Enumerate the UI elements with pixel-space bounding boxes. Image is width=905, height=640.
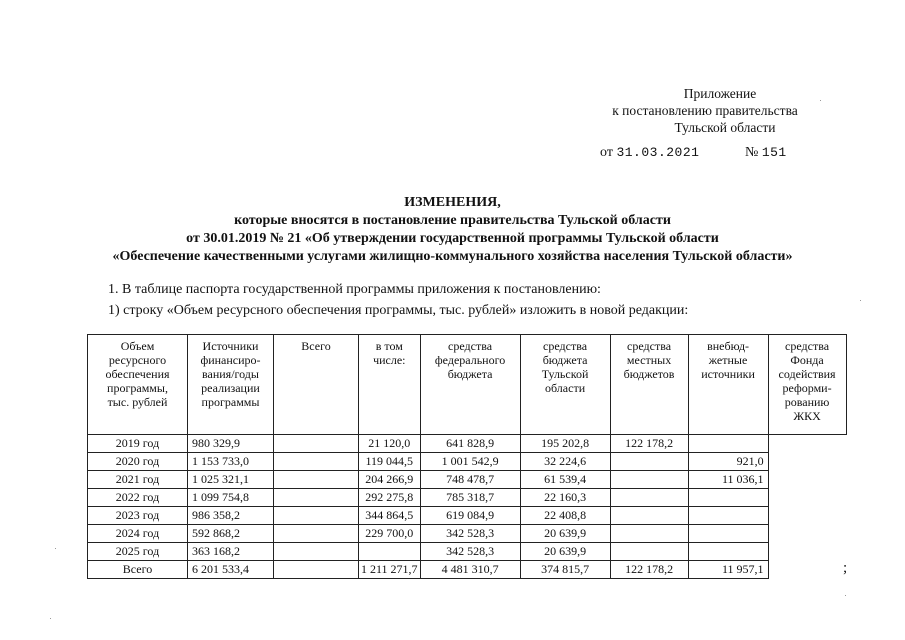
regional-cell: 641 828,9 (420, 435, 520, 453)
local-cell: 195 202,8 (520, 435, 610, 453)
table-row-total (88, 561, 847, 579)
fund-cell (688, 525, 768, 543)
extra-cell (610, 543, 688, 561)
scan-speck (50, 618, 51, 619)
trailing-semicolon: ; (843, 560, 848, 576)
including-cell (274, 525, 359, 543)
year-cell: 2020 год (88, 453, 188, 471)
fund-cell: 11 957,1 (688, 561, 768, 579)
including-cell (274, 453, 359, 471)
including-cell (274, 543, 359, 561)
fund-cell (688, 435, 768, 453)
extra-cell (610, 453, 688, 471)
year-cell: 2024 год (88, 525, 188, 543)
title-heading: ИЗМЕНЕНИЯ, (404, 195, 501, 210)
table-row (88, 543, 847, 561)
header-extrabudgetary: внебюд- жетные источники (688, 335, 768, 435)
header-local-budgets: средства местных бюджетов (610, 335, 688, 435)
federal-cell: 344 864,5 (359, 507, 421, 525)
scan-speck (845, 595, 846, 596)
document-date-line (600, 145, 787, 161)
total-cell: 986 358,2 (188, 507, 274, 525)
extra-cell (610, 507, 688, 525)
header-funding-sources: Источники финансиро- вания/годы реализации программы (188, 335, 274, 435)
extra-cell (610, 471, 688, 489)
total-cell: 6 201 533,4 (188, 561, 274, 579)
appendix-subtitle: к постановлению правительства (612, 103, 798, 118)
including-cell (274, 507, 359, 525)
fund-cell (688, 489, 768, 507)
local-cell: 22 160,3 (520, 489, 610, 507)
table-row (88, 525, 847, 543)
header-including: в том числе: (359, 335, 421, 435)
appendix-header (590, 85, 820, 136)
extra-cell: 122 178,2 (610, 435, 688, 453)
total-cell: 363 168,2 (188, 543, 274, 561)
total-cell: 1 153 733,0 (188, 453, 274, 471)
extra-cell (610, 489, 688, 507)
header-resource-volume: Объем ресурсного обеспечения программы, тыс. рублей (88, 335, 188, 435)
table-row (88, 471, 847, 489)
funding-table (87, 334, 847, 579)
federal-cell: 1 211 271,7 (359, 561, 421, 579)
fund-cell (688, 507, 768, 525)
header-housing-fund: средства Фонда содействия реформи- рованию ЖКХ (768, 335, 846, 435)
local-cell: 374 815,7 (520, 561, 610, 579)
number-label: № (744, 145, 759, 160)
paragraph-1: 1. В таблице паспорта государственной программы приложения к постановлению: (108, 282, 601, 297)
total-cell: 1 025 321,1 (188, 471, 274, 489)
federal-cell: 292 275,8 (359, 489, 421, 507)
regional-cell: 342 528,3 (420, 543, 520, 561)
including-cell (274, 471, 359, 489)
regional-cell: 619 084,9 (420, 507, 520, 525)
federal-cell: 119 044,5 (359, 453, 421, 471)
year-cell: Всего (88, 561, 188, 579)
year-cell: 2019 год (88, 435, 188, 453)
including-cell (274, 435, 359, 453)
year-cell: 2023 год (88, 507, 188, 525)
regional-cell: 1 001 542,9 (420, 453, 520, 471)
local-cell: 20 639,9 (520, 543, 610, 561)
local-cell: 20 639,9 (520, 525, 610, 543)
document-number: 151 (761, 145, 787, 160)
local-cell: 61 539,4 (520, 471, 610, 489)
year-cell: 2021 год (88, 471, 188, 489)
scan-speck (860, 300, 861, 301)
extra-cell: 122 178,2 (610, 561, 688, 579)
date-prefix: от (600, 145, 613, 160)
header-federal-budget: средства федерального бюджета (420, 335, 520, 435)
title-line-3: от 30.01.2019 № 21 «Об утверждении государственной программы Тульской области (186, 231, 719, 246)
scan-speck (55, 548, 56, 549)
header-total: Всего (274, 335, 359, 435)
extra-cell (610, 525, 688, 543)
table-row (88, 453, 847, 471)
fund-cell: 921,0 (688, 453, 768, 471)
title-line-2: которые вносятся в постановление правительства Тульской области (234, 213, 671, 228)
year-cell: 2025 год (88, 543, 188, 561)
title-line-4: «Обеспечение качественными услугами жилищно-коммунального хозяйства населения Тульской области» (112, 249, 793, 264)
paragraph-2: 1) строку «Объем ресурсного обеспечения программы, тыс. рублей» изложить в новой редакции: (108, 303, 689, 318)
federal-cell: 229 700,0 (359, 525, 421, 543)
table-row (88, 489, 847, 507)
federal-cell (359, 543, 421, 561)
regional-cell: 4 481 310,7 (420, 561, 520, 579)
total-cell: 980 329,9 (188, 435, 274, 453)
table-row (88, 507, 847, 525)
regional-cell: 748 478,7 (420, 471, 520, 489)
regional-cell: 785 318,7 (420, 489, 520, 507)
total-cell: 1 099 754,8 (188, 489, 274, 507)
regional-cell: 342 528,3 (420, 525, 520, 543)
document-date: 31.03.2021 (616, 145, 700, 160)
appendix-title: Приложение (683, 86, 757, 101)
scan-speck (820, 100, 821, 101)
total-cell: 592 868,2 (188, 525, 274, 543)
including-cell (274, 489, 359, 507)
fund-cell: 11 036,1 (688, 471, 768, 489)
fund-cell (688, 543, 768, 561)
appendix-region: Тульской области (674, 120, 776, 135)
local-cell: 32 224,6 (520, 453, 610, 471)
funding-table-body (88, 435, 847, 579)
year-cell: 2022 год (88, 489, 188, 507)
federal-cell: 21 120,0 (359, 435, 421, 453)
local-cell: 22 408,8 (520, 507, 610, 525)
federal-cell: 204 266,9 (359, 471, 421, 489)
table-row (88, 435, 847, 453)
including-cell (274, 561, 359, 579)
document-title (0, 194, 905, 266)
header-regional-budget: средства бюджета Тульской области (520, 335, 610, 435)
